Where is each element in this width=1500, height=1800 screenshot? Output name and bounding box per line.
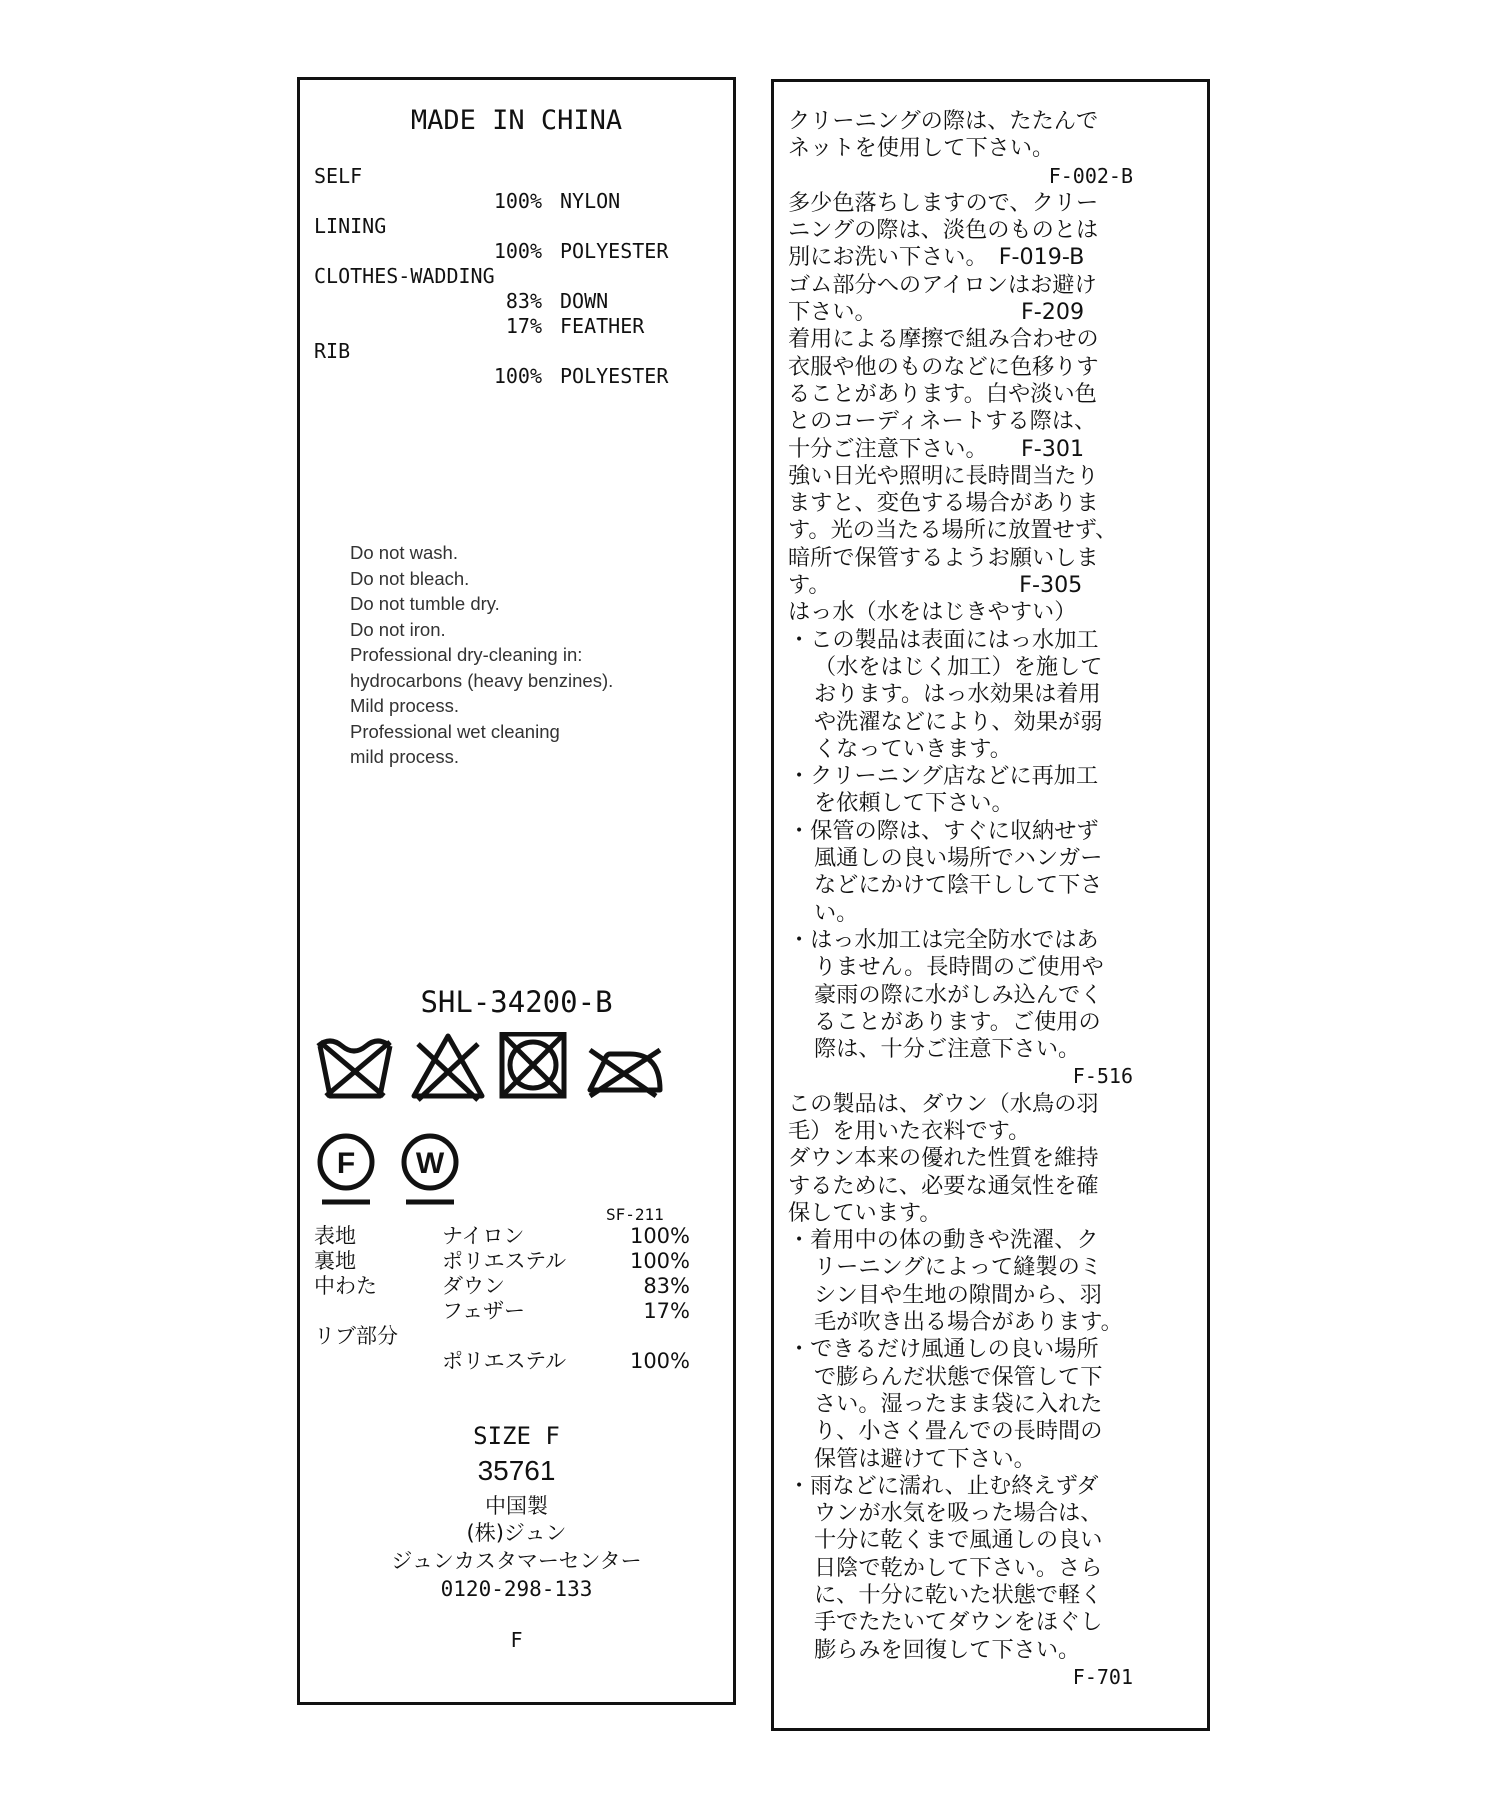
- note-line: などにかけて陰干しして下さ: [814, 872, 1103, 899]
- origin-text: 中国製: [485, 1494, 548, 1518]
- symbol-f-letter: F: [336, 1147, 356, 1180]
- fiber-part-wadding: CLOTHES-WADDING: [314, 264, 495, 288]
- note-line: 多少色落ちしますので、クリー: [788, 189, 1099, 216]
- do-not-bleach-icon: [414, 1036, 482, 1100]
- fiber-part-rib: RIB: [314, 339, 351, 363]
- note-code: F-002-B: [1048, 163, 1133, 188]
- note-line: で膨らんだ状態で保管して下: [814, 1363, 1103, 1390]
- note-line: するために、必要な通気性を確: [788, 1172, 1099, 1199]
- company-name: (株)ジュン: [466, 1521, 567, 1545]
- note-line: 十分ご注意下さい。 F-301: [788, 435, 1085, 462]
- note-line: ることがあります。白や淡い色: [788, 380, 1097, 407]
- note-line: 保しています。: [788, 1199, 942, 1226]
- note-code: F-701: [1072, 1664, 1133, 1689]
- note-line: 際は、十分ご注意下さい。: [814, 1036, 1081, 1063]
- jp-pct: 17%: [643, 1299, 690, 1323]
- fiber-pct: 17%: [505, 314, 542, 338]
- made-in-text: MADE IN CHINA: [410, 105, 623, 136]
- model-number: SHL-34200-B: [420, 985, 613, 1019]
- care-line: Professional dry-cleaning in:: [350, 644, 583, 665]
- jp-part: 中わた: [314, 1274, 377, 1298]
- label-code: SF-211: [606, 1205, 664, 1224]
- note-line: ゴム部分へのアイロンはお避け: [788, 271, 1097, 298]
- note-line: 着用による摩擦で組み合わせの: [788, 326, 1099, 353]
- note-line: を依頼して下さい。: [814, 790, 1014, 817]
- note-line: 暗所で保管するようお願いしま: [788, 544, 1099, 571]
- note-line: 別にお洗い下さい。 F-019-B: [788, 244, 1085, 271]
- jp-material: ポリエステル: [442, 1349, 567, 1373]
- fiber-part-lining: LINING: [314, 214, 387, 238]
- jp-pct: 83%: [643, 1274, 690, 1298]
- fiber-name: POLYESTER: [560, 364, 669, 388]
- note-line: 下さい。 F-209: [788, 299, 1085, 326]
- product-number: 35761: [477, 1455, 556, 1486]
- note-line: ネットを使用して下さい。: [788, 135, 1055, 162]
- symbol-w-letter: W: [415, 1147, 445, 1180]
- note-line: ることがあります。ご使用の: [814, 1008, 1101, 1035]
- jp-part: リブ部分: [314, 1324, 398, 1348]
- note-line: クリーニングの際は、たたんで: [788, 108, 1099, 134]
- note-line: り、小さく畳んでの長時間の: [814, 1418, 1103, 1445]
- note-line: この製品は、ダウン（水鳥の羽: [788, 1090, 1099, 1117]
- note-line: ニングの際は、淡色のものとは: [788, 217, 1099, 244]
- right-care-label: [771, 79, 1210, 1731]
- note-line: ・雨などに濡れ、止む終えずダ: [788, 1472, 1099, 1499]
- note-line: 保管は避けて下さい。: [814, 1445, 1036, 1472]
- care-symbols: [314, 1032, 694, 1212]
- note-line: す。 F-305: [788, 572, 1083, 599]
- fiber-pct: 83%: [505, 289, 542, 313]
- note-line: ・はっ水加工は完全防水ではあ: [788, 926, 1099, 953]
- note-line: い。: [814, 899, 859, 926]
- customer-center: ジュンカスタマーセンター: [391, 1549, 642, 1573]
- note-line: ・この製品は表面にはっ水加工: [788, 626, 1099, 653]
- note-line: りません。長時間のご使用や: [814, 954, 1104, 981]
- note-line: や洗濯などにより、効果が弱: [814, 708, 1103, 735]
- size-text: SIZE F: [473, 1422, 560, 1450]
- note-line: リーニングによって縫製のミ: [814, 1254, 1102, 1281]
- care-line: Mild process.: [350, 695, 459, 716]
- fiber-name: FEATHER: [560, 314, 645, 338]
- jp-material: ナイロン: [442, 1224, 525, 1248]
- note-line: 膨らみを回復して下さい。: [814, 1636, 1081, 1663]
- care-line: Do not bleach.: [350, 567, 470, 589]
- note-line: 手でたたいてダウンをほぐし: [814, 1609, 1103, 1636]
- note-line: ・着用中の体の動きや洗濯、ク: [788, 1227, 1099, 1254]
- jp-part: 表地: [314, 1224, 356, 1248]
- note-line: ダウン本来の優れた性質を維持: [788, 1145, 1099, 1172]
- note-line: ますと、変色する場合がありま: [788, 490, 1099, 517]
- care-line: mild process.: [350, 746, 459, 767]
- left-care-label: [297, 77, 736, 1705]
- jp-part: 裏地: [314, 1249, 356, 1273]
- fiber-pct: 100%: [493, 189, 542, 213]
- care-line: Do not iron.: [350, 618, 446, 640]
- fiber-name: NYLON: [560, 189, 621, 213]
- jp-pct: 100%: [629, 1249, 690, 1273]
- fiber-name: POLYESTER: [560, 239, 669, 263]
- note-line: 衣服や他のものなどに色移りす: [788, 353, 1099, 380]
- care-line: Do not tumble dry.: [350, 593, 500, 614]
- fiber-pct: 100%: [493, 239, 542, 263]
- care-instructions: [350, 540, 613, 770]
- jp-pct: 100%: [629, 1349, 690, 1373]
- note-line: に、十分に乾いた状態で軽く: [814, 1582, 1103, 1609]
- note-line: 毛が吹き出る場合があります。: [814, 1309, 1123, 1336]
- fiber-pct: 100%: [493, 364, 542, 388]
- note-line: す。光の当たる場所に放置せず、: [788, 517, 1118, 544]
- note-line: 風通しの良い場所でハンガー: [814, 845, 1103, 872]
- note-line: ウンが水気を吸った場合は、: [814, 1500, 1103, 1527]
- note-line: シン目や生地の隙間から、羽: [814, 1281, 1102, 1308]
- jp-material: ポリエステル: [442, 1249, 567, 1273]
- size-letter: F: [510, 1628, 523, 1652]
- note-line: とのコーディネートする際は、: [788, 408, 1097, 435]
- note-line: おります。はっ水効果は着用: [814, 681, 1101, 708]
- note-line: （水をはじく加工）を施して: [814, 653, 1103, 680]
- fiber-name: DOWN: [560, 289, 609, 313]
- care-notes: [788, 108, 1203, 1691]
- care-line: Professional wet cleaning: [350, 720, 560, 742]
- note-code: F-516: [1072, 1064, 1133, 1089]
- note-line: くなっていきます。: [814, 735, 1012, 762]
- note-line: 十分に乾くまで風通しの良い: [814, 1527, 1103, 1554]
- phone-number: 0120-298-133: [440, 1577, 593, 1601]
- note-line: 強い日光や照明に長時間当たり: [788, 462, 1099, 489]
- note-line: ・保管の際は、すぐに収納せず: [788, 817, 1099, 844]
- note-line: 毛）を用いた衣料です。: [788, 1117, 1031, 1144]
- note-line: はっ水（水をはじきやすい）: [788, 599, 1077, 626]
- note-line: ・できるだけ風通しの良い場所: [788, 1336, 1099, 1363]
- do-not-iron-icon: [590, 1050, 660, 1096]
- jp-pct: 100%: [629, 1224, 690, 1248]
- do-not-wash-icon: [318, 1041, 390, 1096]
- jp-material: ダウン: [442, 1274, 505, 1298]
- note-line: さい。湿ったまま袋に入れた: [814, 1390, 1103, 1417]
- jp-material: フェザー: [442, 1299, 525, 1323]
- note-line: 日陰で乾かして下さい。さら: [814, 1554, 1103, 1581]
- care-line: hydrocarbons (heavy benzines).: [350, 669, 614, 691]
- note-line: ・クリーニング店などに再加工: [788, 763, 1099, 790]
- note-line: 豪雨の際に水がしみ込んでく: [814, 981, 1103, 1008]
- fiber-part-self: SELF: [314, 164, 363, 188]
- care-line: Do not wash.: [350, 542, 458, 563]
- do-not-tumble-dry-icon: [502, 1034, 564, 1096]
